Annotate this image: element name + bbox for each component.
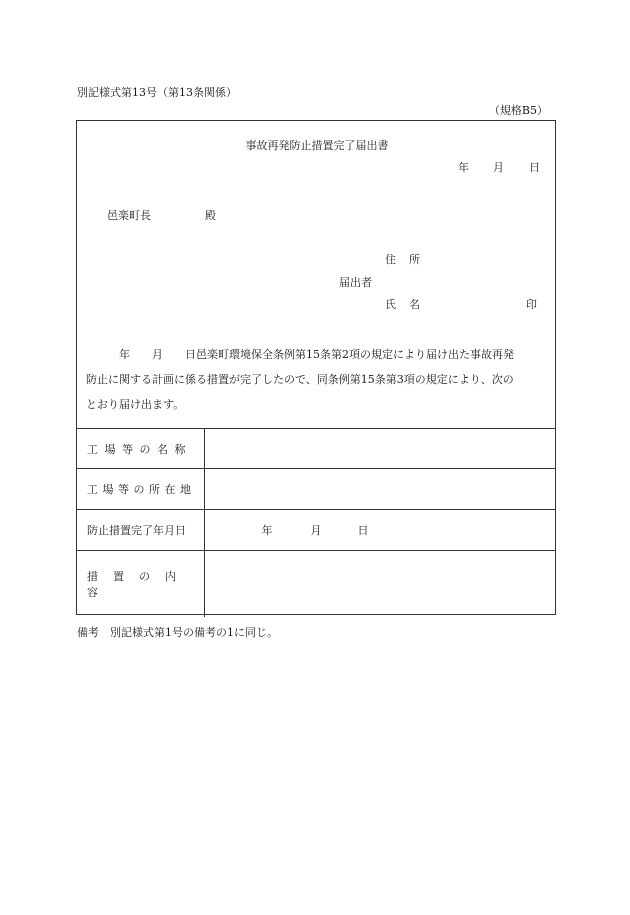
factory-location-field[interactable] xyxy=(204,469,555,510)
seal-mark: 印 xyxy=(526,298,537,311)
factory-name-field[interactable] xyxy=(204,429,555,469)
date-day-label: 日 xyxy=(529,161,540,174)
notification-form xyxy=(76,120,556,615)
notifier-label: 届出者 xyxy=(339,276,372,289)
addressee: 邑楽町長 xyxy=(107,209,151,222)
body-line: 年 月 日邑楽町環境保全条例第15条第2項の規定により届け出た事故再発 xyxy=(86,348,514,361)
remark: 備考 別記様式第1号の備考の1に同じ。 xyxy=(77,626,278,639)
completion-day-label: 日 xyxy=(357,524,369,537)
table-row xyxy=(77,510,555,551)
addressee-honorific: 殿 xyxy=(205,209,216,222)
address-label: 住所 xyxy=(385,253,433,266)
completion-year-label: 年 xyxy=(261,524,273,537)
body-text xyxy=(86,342,554,417)
measures-field[interactable] xyxy=(204,551,555,618)
factory-location-label: 工場等の所在地 xyxy=(77,469,204,510)
table-row xyxy=(77,429,555,469)
factory-name-label: 工場等の名称 xyxy=(77,429,204,469)
measures-label: 措置の内容 xyxy=(77,551,204,618)
body-line: とおり届け出ます。 xyxy=(86,398,185,411)
table-row xyxy=(77,469,555,510)
completion-date-field[interactable] xyxy=(204,510,555,551)
form-number-label: 別記様式第13号（第13条関係） xyxy=(77,86,237,99)
completion-month-label: 月 xyxy=(310,524,322,537)
name-label: 氏名 xyxy=(385,298,433,311)
body-line: 防止に関する計画に係る措置が完了したので、同条例第15条第3項の規定により、次の xyxy=(86,373,514,386)
table-row xyxy=(77,551,555,618)
date-month-label: 月 xyxy=(493,161,504,174)
form-title: 事故再発防止措置完了届出書 xyxy=(245,139,389,152)
date-year-label: 年 xyxy=(458,161,469,174)
size-note: （規格B5） xyxy=(488,104,548,117)
completion-date-label: 防止措置完了年月日 xyxy=(77,510,204,551)
details-table xyxy=(77,428,555,617)
